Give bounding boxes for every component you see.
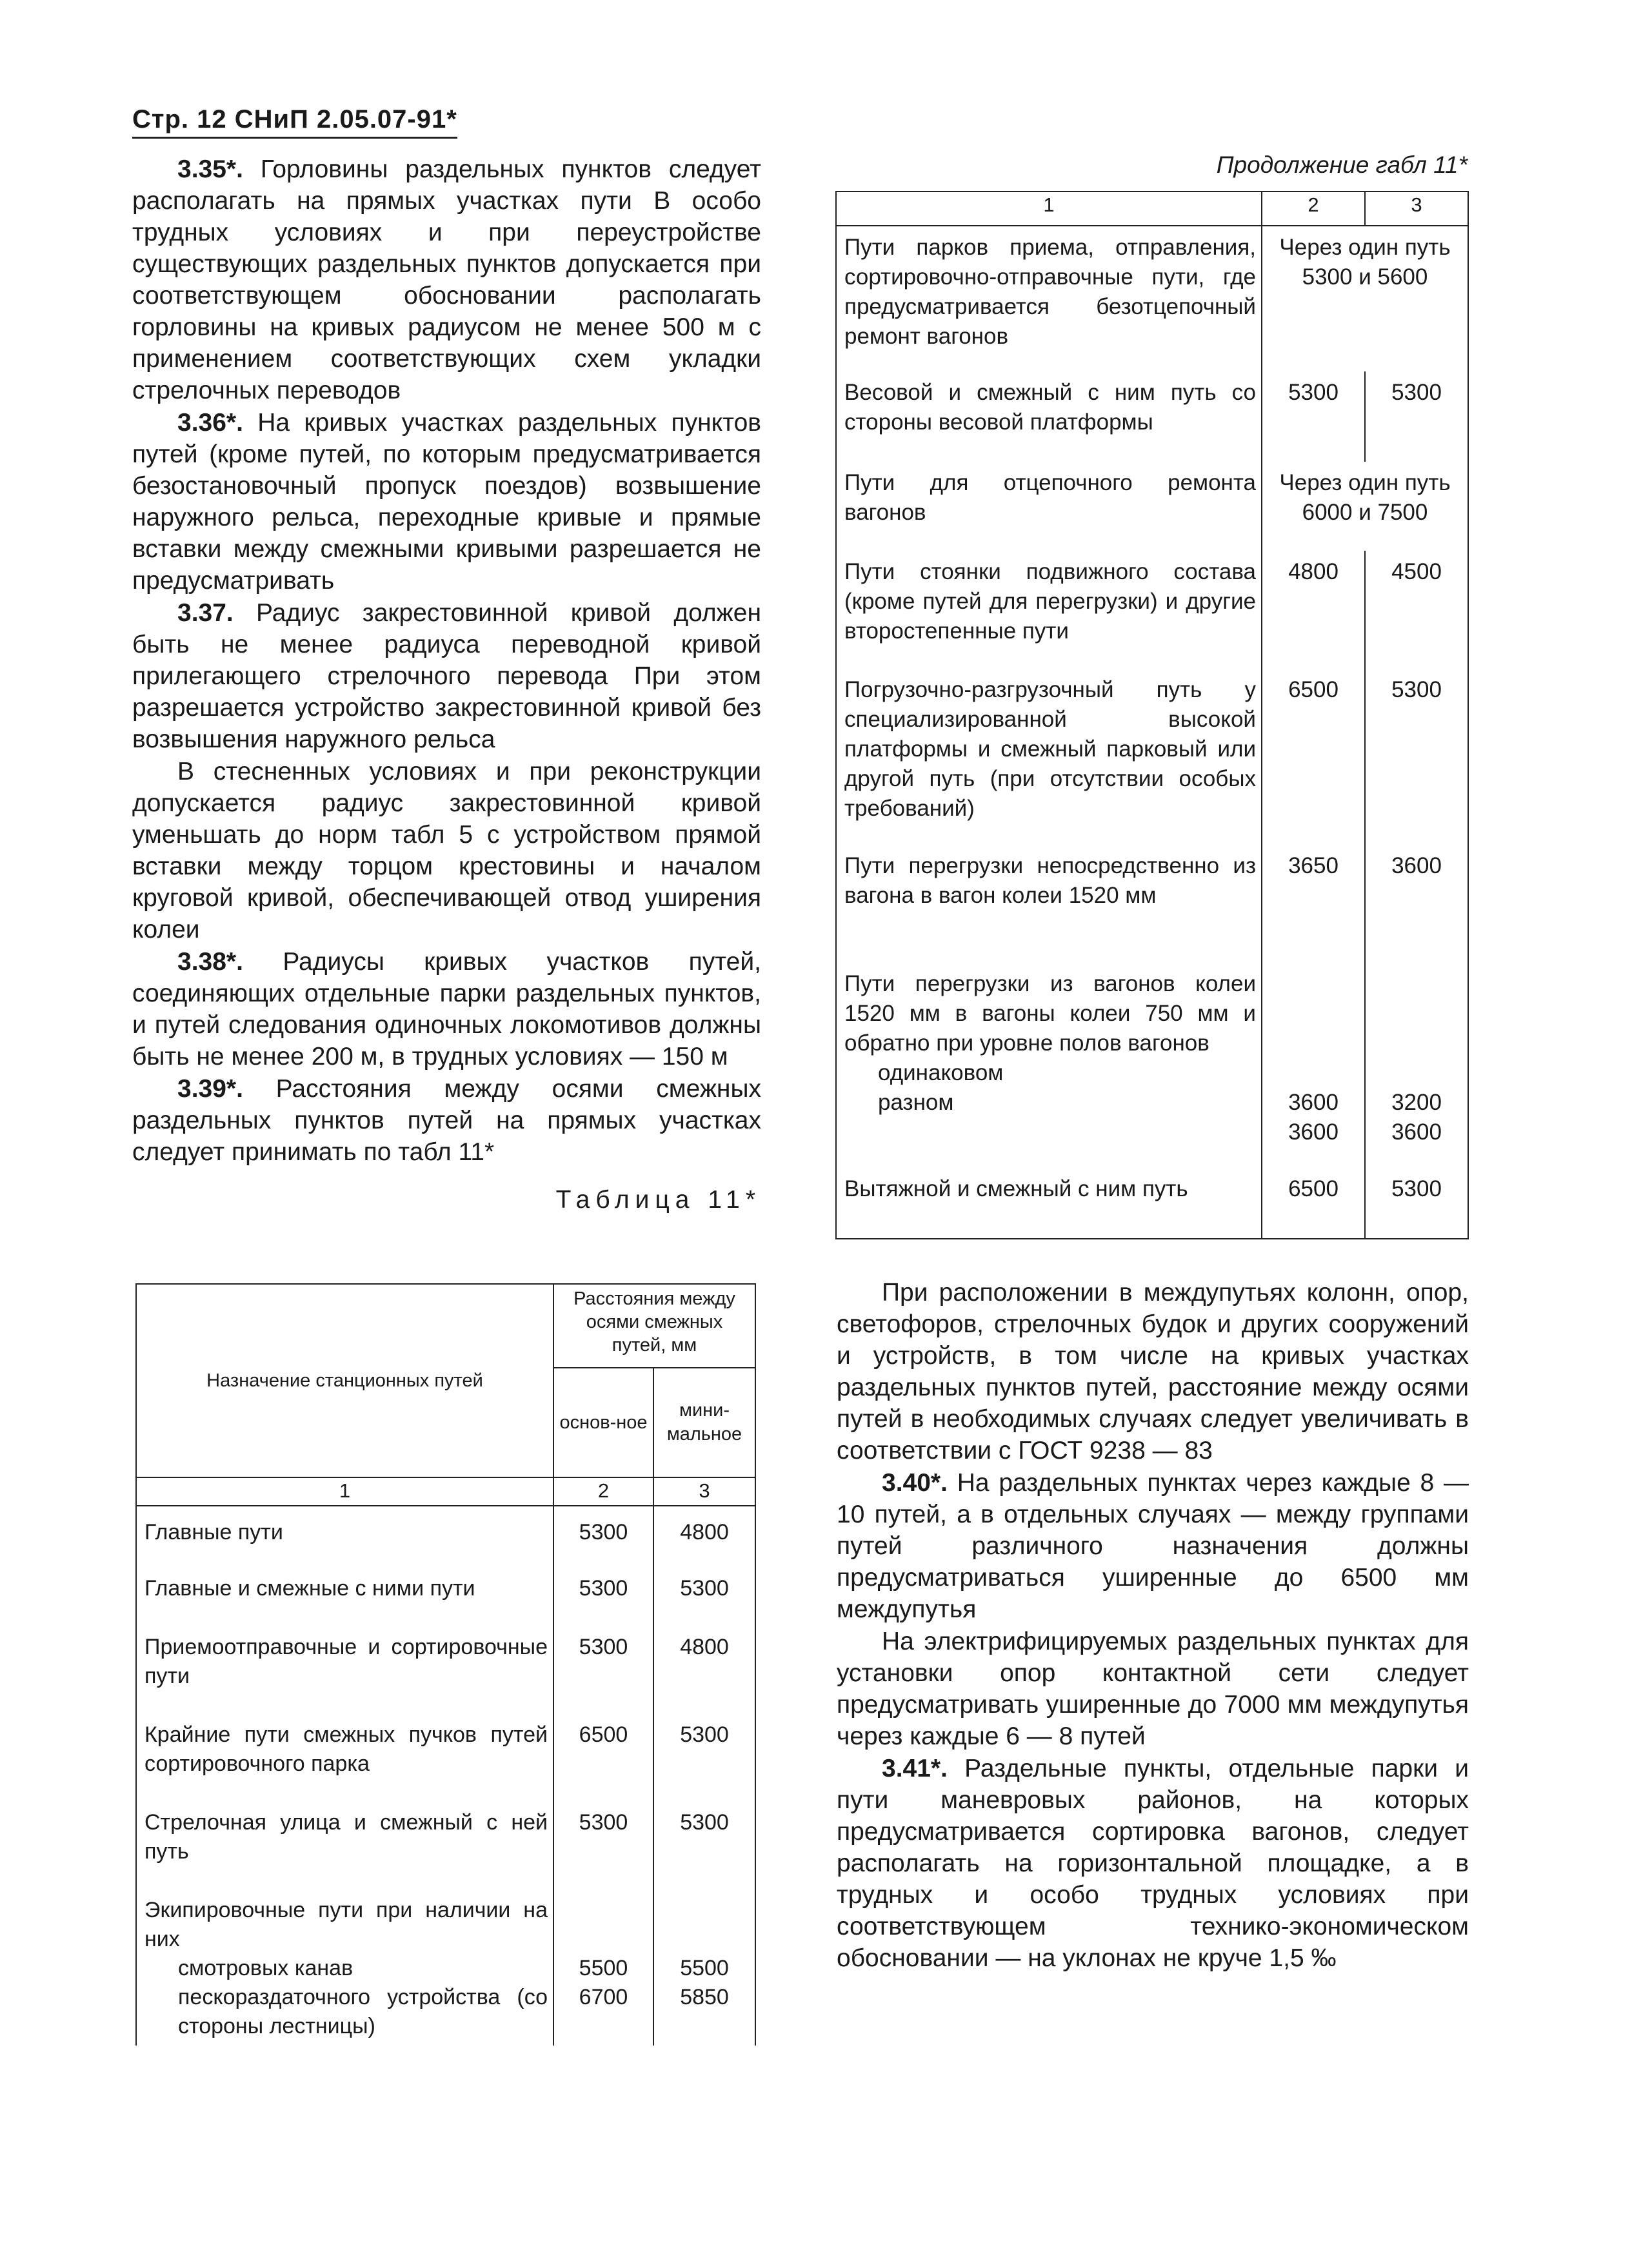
paragraph-3-36: 3.36*. На кривых участках раздельных пунктов путей (кроме путей, по которым предусматривается безостановочный пропуск поездов) возвышение наружного рельса, переходные кривые и прямые вставки между смежными кривыми разрешается не предусматривать	[132, 409, 761, 595]
table-row	[136, 1621, 755, 1709]
table-cell-value: 6500	[553, 1709, 653, 1797]
table-cell-name: Пути стоянки подвижного состава (кроме путей для перегрузки) и другие второстепенные пути	[836, 551, 1262, 669]
table-cell-value: 5300	[553, 1563, 653, 1621]
paragraph-3-38: 3.38*. Радиусы кривых участков путей, соединяющих отдельные парки раздельных пунктов, и путей следования одиночных локомотивов должны быть не менее 200 м, в трудных условиях — 150 м	[132, 948, 761, 1070]
table-cell-value: 5300	[1365, 1168, 1468, 1239]
table-cell-value: 5300	[653, 1563, 755, 1621]
table-11	[135, 1283, 756, 2046]
table-cell-value: 5300	[653, 1709, 755, 1797]
table-cell-value: 5300	[653, 1797, 755, 1884]
table-row	[136, 1506, 755, 1563]
table-row	[136, 1709, 755, 1797]
table-cell-value: 4500	[1365, 551, 1468, 669]
table-11-colnum: 1	[136, 1477, 553, 1506]
table-11-colnum: 2	[553, 1477, 653, 1506]
paragraph-3-37: 3.37. Радиус закрестовинной кривой должен быть не менее радиуса переводной кривой прилегающего стрелочного перевода При этом разрешается устройство закрестовинной кривой без возвышения наружного рельса	[132, 599, 761, 753]
paragraph-3-37-cont: В стесненных условиях и при реконструкции допускается радиус закрестовинной кривой уменьшать до норм табл 5 с устройством прямой вставки между торцом крестовины и началом круговой кривой, обеспечивающей отвод уширения колеи	[132, 758, 761, 943]
table-cell-value: 5300	[553, 1506, 653, 1563]
table-cell-value: 3600 3600	[1262, 963, 1365, 1168]
table-cell-name: Пути для отцепочного ремонта вагонов	[836, 462, 1262, 551]
table-cell-value: 5300	[1365, 371, 1468, 462]
equipment-sub-1: смотровых канав	[178, 1956, 353, 1980]
table-continuation-label: Продолжение габл 11*	[1216, 152, 1468, 178]
table-row	[836, 551, 1468, 669]
table-row	[836, 462, 1468, 551]
table-cell-name: Приемоотправочные и сортировочные пути	[136, 1621, 553, 1709]
table-cell-value: 4800	[1262, 551, 1365, 669]
transfer-sub-2: разном	[878, 1090, 954, 1115]
table-cell-value: 5300	[553, 1797, 653, 1884]
table-row	[836, 963, 1468, 1168]
table-cell-name: Пути перегрузки непосредственно из вагона в вагон колеи 1520 мм	[836, 845, 1262, 963]
table-11-continuation	[835, 191, 1469, 1239]
table-row	[836, 1168, 1468, 1239]
table-cell-value: 4800	[653, 1621, 755, 1709]
table-row	[136, 1884, 755, 2046]
table-row	[836, 845, 1468, 963]
table-11-label: Таблица 11*	[555, 1186, 761, 1214]
table-11-col1-header: Назначение станционных путей	[136, 1284, 553, 1477]
table-cell-name	[136, 1884, 553, 2046]
table-cell-name: Главные и смежные с ними пути	[136, 1563, 553, 1621]
table-11-group-header: Расстояния между осями смежных путей, мм	[553, 1284, 755, 1368]
paragraph-3-35: 3.35*. Горловины раздельных пунктов следует располагать на прямых участках пути В особо трудных условиях и при переустройстве существующих раздельных пунктов допускается при соответствующем обосновании располагать горловины на кривых радиусом не менее 500 м с применением соответствующих схем укладки стрелочных переводов	[132, 155, 761, 404]
table-cell-value: 3600	[1365, 845, 1468, 963]
table-cell-value: 5300	[1262, 371, 1365, 462]
transfer-tracks-label: Пути перегрузки из вагонов колеи 1520 мм в вагоны колеи 750 мм и обратно при уровне полов вагонов	[844, 971, 1256, 1056]
table-row	[136, 1563, 755, 1621]
table-11-colnum: 3	[653, 1477, 755, 1506]
paragraph-3-41: 3.41*. Раздельные пункты, отдельные парки и пути маневровых районов, на которых предусматривается сортировка вагонов, следует располагать на горизонтальной площадке, а в трудных и особо трудных условиях при соответствующем технико-экономическом обосновании — на уклонах не круче 1,5 ‰	[837, 1755, 1469, 1972]
paragraph-3-39: 3.39*. Расстояния между осями смежных раздельных пунктов путей на прямых участках следует принимать по табл 11*	[132, 1075, 761, 1166]
paragraph-3-40-cont: На электрифицируемых раздельных пунктах для установки опор контактной сети следует предусматривать уширенные до 7000 мм междупутья через каждые 6 — 8 путей	[837, 1628, 1469, 1750]
table-cont-colnum: 3	[1365, 192, 1468, 226]
table-row	[136, 1797, 755, 1884]
table-cont-colnum: 2	[1262, 192, 1365, 226]
transfer-sub-1: одинаковом	[878, 1060, 1004, 1085]
table-row	[836, 371, 1468, 462]
table-cell-value: 5500 6700	[553, 1884, 653, 2046]
table-cell-value: 5300	[1365, 669, 1468, 845]
table-cell-value: 5300	[553, 1621, 653, 1709]
equipment-tracks-label: Экипировочные пути при наличии на них	[144, 1898, 548, 1951]
table-cell-value: 3200 3600	[1365, 963, 1468, 1168]
table-cell-value: 3650	[1262, 845, 1365, 963]
equipment-sub-2: пескораздаточного устройства (со стороны лестницы)	[178, 1985, 548, 2038]
table-cont-colnum: 1	[836, 192, 1262, 226]
table-row	[836, 669, 1468, 845]
paragraph-gost: При расположении в междупутьях колонн, опор, светофоров, стрелочных будок и других сооружений и устройств, в том числе на кривых участках раздельных пунктов путей, расстояние между осями путей в необходимых случаях следует увеличивать в соответствии с ГОСТ 9238 — 83	[837, 1279, 1469, 1464]
table-cell-merged: Через один путь 5300 и 5600	[1262, 226, 1468, 371]
table-cell-name: Погрузочно-разгрузочный путь у специализированной высокой платформы и смежный парковый или другой путь (при отсутствии особых требований)	[836, 669, 1262, 845]
right-column	[837, 1277, 1469, 1974]
page-header: Стр. 12 СНиП 2.05.07-91*	[132, 105, 457, 139]
table-cell-name: Стрелочная улица и смежный с ней путь	[136, 1797, 553, 1884]
table-cell-name: Пути парков приема, отправления, сортировочно-отправочные пути, где предусматривается безотцепочный ремонт вагонов	[836, 226, 1262, 371]
table-11-subheader-main: основ-ное	[553, 1368, 653, 1477]
table-11-subheader-min: мини-мальное	[653, 1368, 755, 1477]
table-cell-name: Весовой и смежный с ним путь со стороны весовой платформы	[836, 371, 1262, 462]
paragraph-3-40: 3.40*. На раздельных пунктах через каждые 8 — 10 путей, а в отдельных случаях — между группами путей различного назначения должны предусматриваться уширенные до 6500 мм междупутья	[837, 1469, 1469, 1623]
table-cell-value: 5500 5850	[653, 1884, 755, 2046]
table-cell-merged: Через один путь 6000 и 7500	[1262, 462, 1468, 551]
table-cell-name: Крайние пути смежных пучков путей сортировочного парка	[136, 1709, 553, 1797]
table-cell-name	[836, 963, 1262, 1168]
table-cell-value: 6500	[1262, 1168, 1365, 1239]
table-cell-value: 6500	[1262, 669, 1365, 845]
table-cell-name: Вытяжной и смежный с ним путь	[836, 1168, 1262, 1239]
table-cell-name: Главные пути	[136, 1506, 553, 1563]
table-row	[836, 226, 1468, 371]
table-cell-value: 4800	[653, 1506, 755, 1563]
left-column	[132, 153, 761, 1216]
